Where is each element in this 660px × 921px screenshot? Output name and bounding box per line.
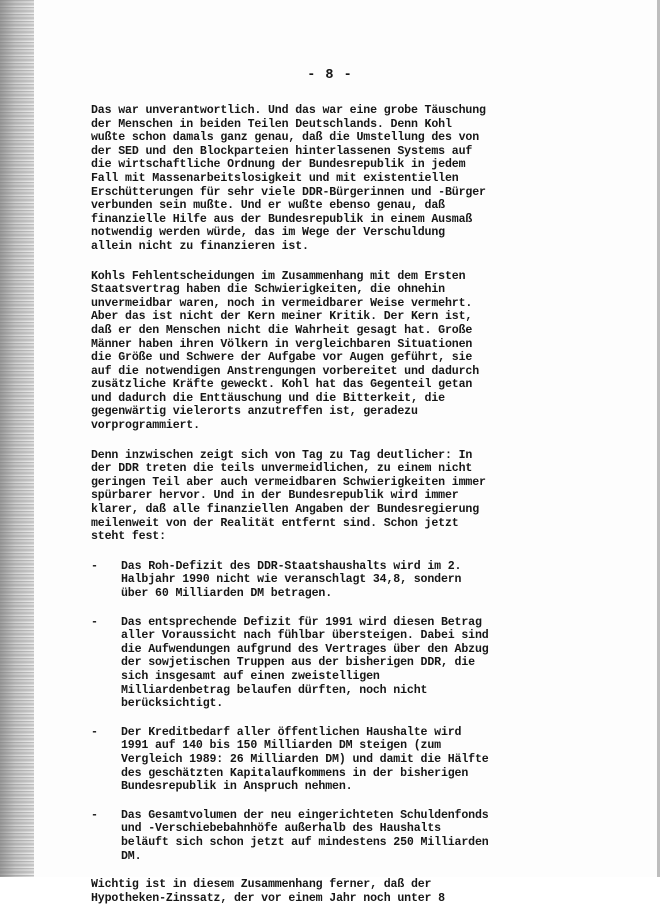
scan-edge-shadow bbox=[0, 0, 34, 877]
bullet-list bbox=[91, 560, 511, 863]
list-item-text: Der Kreditbedarf aller öffentlichen Haushalte wird 1991 auf 140 bis 150 Milliarden DM steigen (zum Vergleich 1989: 26 Milliarden DM) und damit die Hälfte des geschätzten Kapitalaufkommens in der bisherigen Bundesrepublik in Anspruch nehmen. bbox=[121, 725, 489, 794]
bullet-dash: - bbox=[91, 808, 98, 822]
list-item bbox=[91, 809, 511, 863]
bullet-dash: - bbox=[91, 615, 98, 629]
paragraph-3: Denn inzwischen zeigt sich von Tag zu Tag deutlicher: In der DDR treten die teils unvermeidlichen, zu einem nicht geringen Teil aber auch vermeidbaren Schwierigkeiten immer spürbarer hervor. Und in der Bundesrepublik wird immer klarer, daß alle finanziellen Angaben der Bundesregierung meilenweit von der Realität entfernt sind. Schon jetzt steht fest: bbox=[91, 448, 486, 544]
list-item bbox=[91, 726, 511, 794]
page-number: - 8 - bbox=[307, 68, 353, 83]
bullet-dash: - bbox=[91, 725, 98, 739]
list-item-text: Das Roh-Defizit des DDR-Staatshaushalts wird im 2. Halbjahr 1990 nicht wie veranschlagt 34,8, sondern über 60 Milliarden DM betragen. bbox=[121, 559, 462, 600]
document-body bbox=[91, 104, 511, 921]
list-item-text: Das entsprechende Defizit für 1991 wird diesen Betrag aller Voraussicht nach fühlbar übersteigen. Dabei sind die Aufwendungen aufgrund des Vertrages über den Abzug der sowjetischen Truppen aus der bisherigen DDR, die sich insgesamt auf einen zweistelligen Milliardenbetrag belaufen dürften, noch nicht berücksichtigt. bbox=[121, 615, 489, 711]
list-item bbox=[91, 560, 511, 601]
list-item-text: Das Gesamtvolumen der neu eingerichteten Schuldenfonds und -Verschiebebahnhöfe außerhalb des Haushalts beläuft sich schon jetzt auf mindestens 250 Milliarden DM. bbox=[121, 808, 489, 863]
list-item bbox=[91, 616, 511, 711]
bullet-dash: - bbox=[91, 559, 98, 573]
paragraph-4: Wichtig ist in diesem Zusammenhang ferner, daß der Hypotheken-Zinssatz, der vor einem Jahr noch unter 8 bbox=[91, 878, 445, 905]
paragraph-2: Kohls Fehlentscheidungen im Zusammenhang mit dem Ersten Staatsvertrag haben die Schwierigkeiten, die ohnehin unvermeidbar waren, noch in vermeidbarer Weise vermehrt. Aber das ist nicht der Kern meiner Kritik. Der Kern ist, daß er den Menschen nicht die Wahrheit gesagt hat. Große Männer haben ihren Völkern in vergleichbaren Situationen die Größe und Schwere der Aufgabe vor Augen geführt, sie auf die notwendigen Anstrengungen vorbereitet und dadurch zusätzliche Kräfte geweckt. Kohl hat das Gegenteil getan und dadurch die Enttäuschung und die Bitterkeit, die gegenwärtig vielerorts anzutreffen ist, geradezu vorprogrammiert. bbox=[91, 269, 480, 433]
paragraph-1: Das war unverantwortlich. Und das war eine grobe Täuschung der Menschen in beiden Teilen Deutschlands. Denn Kohl wußte schon damals ganz genau, daß die Umstellung des von der SED und den Blockparteien hinterlassenen Systems auf die wirtschaftliche Ordnung der Bundesrepublik in jedem Fall mit Massenarbeitslosigkeit und mit existentiellen Erschütterungen für sehr viele DDR-Bürgerinnen und -Bürger verbunden sein mußte. Und er wußte ebenso genau, daß finanzielle Hilfe aus der Bundesrepublik in einem Ausmaß notwendig werden würde, das im Wege der Verschuldung allein nicht zu finanzieren ist. bbox=[91, 104, 486, 253]
